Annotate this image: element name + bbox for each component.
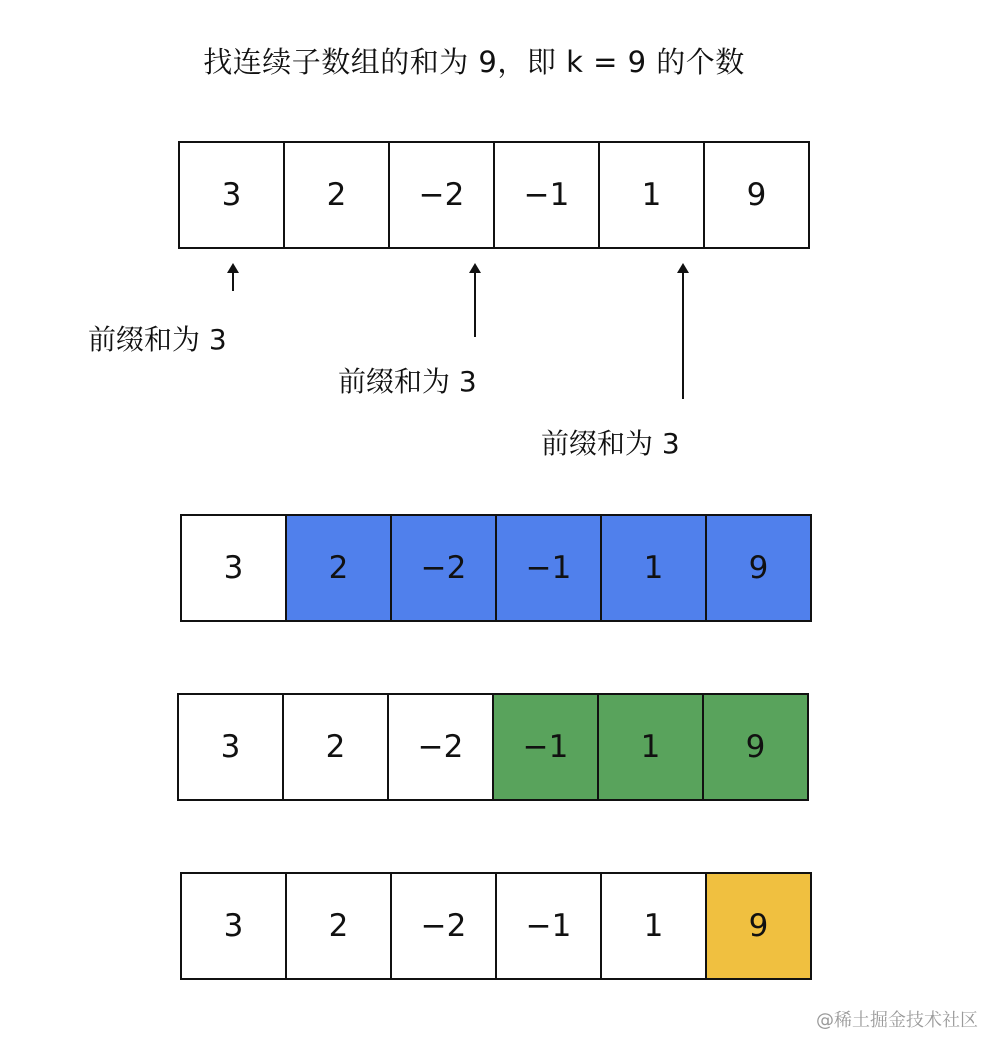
array-cell: 9 — [702, 693, 809, 801]
diagram-title: 找连续子数组的和为 9，即 k = 9 的个数 — [203, 45, 745, 79]
array-cell: 2 — [282, 693, 389, 801]
array-cell: −2 — [387, 693, 494, 801]
array-cell: 1 — [600, 514, 707, 622]
array-cell: −2 — [390, 514, 497, 622]
watermark: @稀土掘金技术社区 — [816, 1010, 978, 1031]
array-cell: 1 — [598, 141, 705, 249]
prefix-arrow-3 — [682, 265, 684, 399]
array-row-highlight-green — [177, 693, 809, 801]
prefix-label-1: 前缀和为 3 — [88, 323, 227, 356]
array-cell: −1 — [495, 514, 602, 622]
prefix-label-3: 前缀和为 3 — [541, 427, 680, 460]
array-cell: 9 — [705, 514, 812, 622]
array-cell: −2 — [390, 872, 497, 980]
array-cell: 2 — [283, 141, 390, 249]
array-cell: −1 — [492, 693, 599, 801]
array-cell: 9 — [705, 872, 812, 980]
array-row-highlight-blue — [180, 514, 812, 622]
array-cell: 9 — [703, 141, 810, 249]
array-cell: −2 — [388, 141, 495, 249]
array-cell: 3 — [177, 693, 284, 801]
array-cell: −1 — [493, 141, 600, 249]
prefix-arrow-2 — [474, 265, 476, 337]
array-cell: 3 — [178, 141, 285, 249]
array-row-original — [178, 141, 810, 249]
array-cell: 2 — [285, 514, 392, 622]
array-row-highlight-yellow — [180, 872, 812, 980]
array-cell: 2 — [285, 872, 392, 980]
array-cell: 1 — [597, 693, 704, 801]
prefix-arrow-1 — [232, 265, 234, 291]
prefix-label-2: 前缀和为 3 — [338, 365, 477, 398]
array-cell: 1 — [600, 872, 707, 980]
array-cell: −1 — [495, 872, 602, 980]
array-cell: 3 — [180, 514, 287, 622]
array-cell: 3 — [180, 872, 287, 980]
